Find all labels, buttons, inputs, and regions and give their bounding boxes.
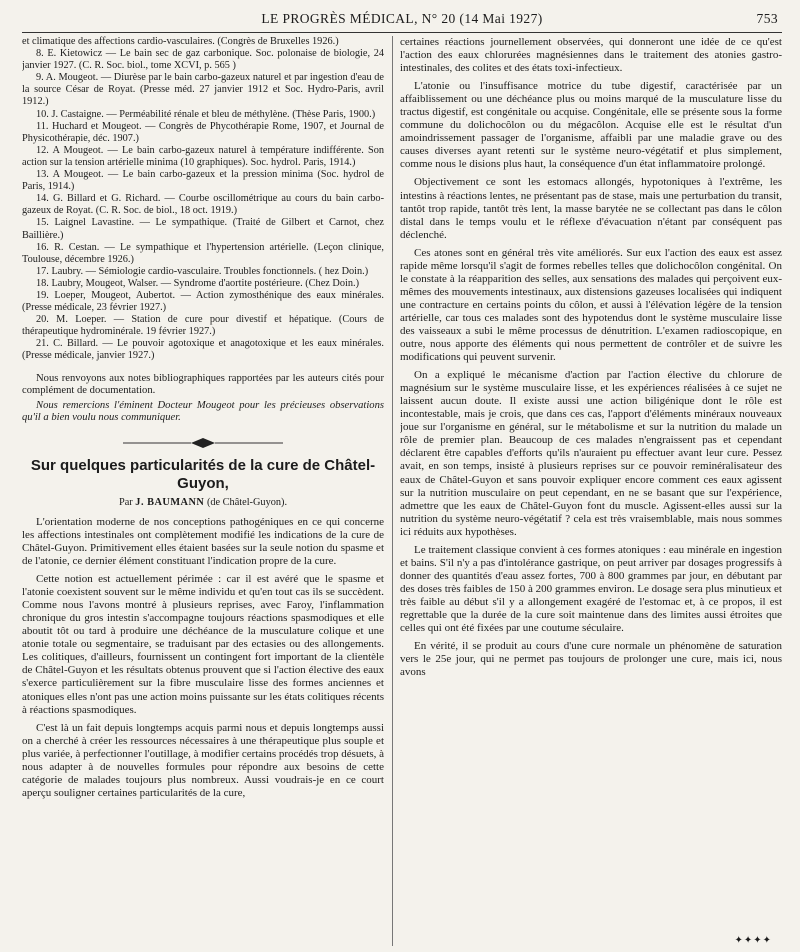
body-paragraph: Cette notion est actuellement périmée : car il est avéré que le spasme et l'atonie coexistent souvent sur le même individu et qu'en tout cas ils se succèdent. Comme nous l'avons montré à plusieurs reprises, avec Faroy, l'inflammation chronique du gros intestin s'accompagne toujours réactions spasmodiques et elle aboutit tôt ou tard à produire une déchéance de la musculature colique et une atonie totale ou segmentaire, se traduisant par des ectasies ou des allongements. Les colitiques, d'ailleurs, fournissent un contingent fort important de la clientèle de Châtel-Guyon et les résultats obtenus prouvent que si l'action élective des eaux s'exerce particulièrement sur la fibre musculaire lisse des formes anciennes et atoniques elles n'ont pas une action moins puissante sur les états colitiques récents à réactions spasmodiques. [22,573,384,716]
reference-item: 21. C. Billard. — Le pouvoir agotoxique et anagotoxique et les eaux minérales. (Presse médicale, janvier 1927.) [22,338,384,362]
two-column-body [22,36,782,946]
running-header [22,8,782,33]
reference-item: 12. A Mougeot. — Le bain carbo-gazeux naturel à température indifférente. Son action sur la tension artérielle minima (10 graphiques). Soc. hydrol. Paris, 1914.) [22,144,384,168]
section-divider-ornament [22,435,384,445]
author-affiliation: (de Châtel-Guyon). [206,496,288,508]
reference-item: 17. Laubry. — Sémiologie cardio-vasculaire. Troubles fonctionnels. ( hez Doin.) [36,265,369,277]
page-number: 753 [756,11,778,26]
body-paragraph: En vérité, il se produit au cours d'une cure normale un phénomène de saturation vers le 25e jour, qui ne permet pas toujours de prolonger une cure, mais ici, nous avons [400,640,782,679]
author-name: J. BAUMANN [135,496,205,508]
acknowledgement-note: Nous remercions l'éminent Docteur Mougeot pour les précieuses observations qu'il a bien voulu nous communiquer. [22,399,384,424]
journal-title: LE PROGRÈS MÉDICAL, N° 20 (14 Mai 1927) [261,11,543,26]
reference-item: 18. Laubry, Mougeot, Walser. — Syndrome d'aortite postérieure. (Chez Doin.) [36,277,360,289]
reference-item: 13. A Mougeot. — Le bain carbo-gazeux et la pression minima (Soc. hydrol de Paris, 1914.) [22,169,384,193]
body-paragraph: certaines réactions journellement observées, qui donneront une idée de ce qu'est l'action des eaux chlorurées magnésiennes dans le traitement des atonies gastro-intestinales, des colites et des états toxi-infectieux. [400,36,782,75]
reference-item: 9. A. Mougeot. — Diurèse par le bain carbo-gazeux naturel et par ingestion d'eau de la source César de Royat. (Presse méd. 27 janvier 1912 et Soc. Hydro-Paris, avril 1912.) [22,72,384,108]
article-title: Sur quelques particularités de la cure de Châtel-Guyon, [30,456,376,492]
body-paragraph: Ces atones sont en général très vite améliorés. Sur eux l'action des eaux est assez rapide même lorsqu'il s'agit de formes rebelles telles que dolichocôlon congénital. On le constate à la réapparition des selles, aux sensations des malades qui perçoivent eux-mêmes des mouvements intestinaux, aux distensions gazeuses localisées qui indiquent une contracture en certains points du côlon, et aussi à l'élévation légère de la tension artérielle, car tous ces malades sont des hypotendus dont le système musculaire lisse des vaisseaux a subi le même processus de dénutrition. L'examen radioscopique, en outre, nous apporte des éléments qui nous permettent de contrôler et de suivre les modifications qui peuvent survenir. [400,246,782,364]
body-paragraph: L'atonie ou l'insuffisance motrice du tube digestif, caractérisée par un affaiblissement ou une déchéance plus ou moins marqué de la musculature lisse du tractus digestif, est congénitale ou acquise. Congénitale, elle se présente sous la forme commune du dolichocôlon ou du mégacôlon. Acquise elle est le résultat d'un amoindrissement passager de l'organisme, affaibli par une maladie grave ou des causes diverses ayant retenti sur le système neuro-végétatif et plus simplement, comme nous le disions plus haut, la conséquence d'un état inflammatoire prolongé. [400,80,782,171]
body-paragraph: L'orientation moderne de nos conceptions pathogéniques en ce qui concerne les affections intestinales ont complètement modifié les indications de la cure de Châtel-Guyon. Primitivement elles étaient basées sur la seule notion du spasme et de l'atonie, ce dernier élément constituant l'indication propre de la cure. [22,515,384,568]
reference-item: 14. G. Billard et G. Richard. — Courbe oscillométrique au cours du bain carbo-gazeux de Royat. (C. R. Soc. de biol., 18 oct. 1919.) [22,193,384,217]
reference-item: 19. Loeper, Mougeot, Aubertot. — Action zymosthénique des eaux minérales. (Presse médicale, 23 février 1927.) [22,289,384,314]
continuation-mark: ✦✦✦✦ [734,935,772,946]
reference-item: 16. R. Cestan. — Le sympathique et l'hypertension artérielle. (Leçon clinique, Toulouse, décembre 1926.) [22,241,384,265]
reference-item: 10. J. Castaigne. — Perméabilité rénale et bleu de méthylène. (Thèse Paris, 1900.) [36,108,376,120]
reference-item: 11. Huchard et Mougeot. — Congrès de Phycothérapie Rome, 1907, et Journal de Physicothérapie, déc. 1907.) [22,120,384,144]
body-paragraph: C'est là un fait depuis longtemps acquis parmi nous et depuis longtemps aussi on a cherché à créer les ressources nécessaires à une thérapeutique plus souple et plus variée, à perfectionner l'outillage, à modifier certains procédés trop désuets, à nous adapter à de nouvelles formules pour répondre aux besoins de cette catégorie de malades toujours plus nombreux. Aussi voudrais-je en ce court aperçu souligner certaines particularités de la cure, [22,721,384,799]
reference-item: 20. M. Loeper. — Station de cure pour divestif et hépatique. (Cours de thérapeutique hydrominérale. 19 février 1927.) [22,314,384,338]
body-paragraph: On a expliqué le mécanisme d'action par l'action élective du chlorure de magnésium sur le système musculaire lisse, et les expériences réalisées à ce sujet ne laissent aucun doute. Il existe aussi une action biligénique dont le rôle est incontestable, mais je crois, que dans ces cas, l'apport d'éléments minéraux nouveaux joue sur l'organisme en général, sur le métabolisme et sur la nutrition du malade un rôle de premier plan. Beaucoup de ces malades n'engraissent pas et cependant déclarent être capables d'efforts qu'ils n'auraient pu effectuer avant leur cure. Pessez avait, en son temps, insisté à plusieurs reprises sur ce pouvoir reminéralisateur des eaux de Châtel-Guyon et sans pouvoir expliquer encore comment ces eaux agissent sur la nutrition musculaire on peut cependant, en ne se basant que sur l'expérience, admettre que les eaux de Châtel-Guyon font du muscle. Agissent-elles aussi sur la nutrition du système neuro-végétatif ? cela est très vraisemblable, mais nous sommes ici réduits aux hypothèses. [400,369,782,538]
column-divider [392,36,393,946]
byline-prefix: Par [118,496,133,508]
reference-item: 15. Laignel Lavastine. — Le sympathique. (Traité de Gilbert et Carnot, chez Baillière.) [22,217,384,241]
bibliography-note: Nous renvoyons aux notes bibliographiques rapportées par les auteurs cités pour complément de documentation. [22,372,384,397]
right-column [400,36,782,946]
left-column [22,36,384,946]
divider-ornament-icon [113,438,293,448]
body-paragraph: Objectivement ce sont les estomacs allongés, hypotoniques à l'extrême, les intestins à réactions lentes, ne présentant pas de stase, mais une perturbation du transit, tantôt trop rapide, tantôt très lent, la masse barytée ne se collectant pas dans le côlon distal dans le temps voulu et le réflexe d'évacuation n'étant par conséquent pas déclenché. [400,176,782,241]
reference-item: 8. E. Kietowicz — Le bain sec de gaz carbonique. Soc. polonaise de biologie, 24 janvier 1927. (C. R. Soc. biol., tome XCVI, p. 565 ) [22,48,384,72]
reference-item: et climatique des affections cardio-vasculaires. (Congrès de Bruxelles 1926.) [22,36,339,47]
body-paragraph: Le traitement classique convient à ces formes atoniques : eau minérale en ingestion et bains. S'il n'y a pas d'intolérance gastrique, on peut arriver par dosages progressifs à donner des quantités d'eau assez fortes, 700 à 800 grammes par jour, en débutant par des doses très faibles de 150 à 200 grammes environ. Le dosage sera plus minutieux et très faible au début s'il y a allongement exagéré de l'estomac et, à ce propos, il est regrettable que la durée de la cure soit maintenue dans des limites aussi étroites que celles qui ont été fixées par une coutume séculaire. [400,543,782,635]
article-byline [22,497,384,508]
bibliography [22,36,384,363]
